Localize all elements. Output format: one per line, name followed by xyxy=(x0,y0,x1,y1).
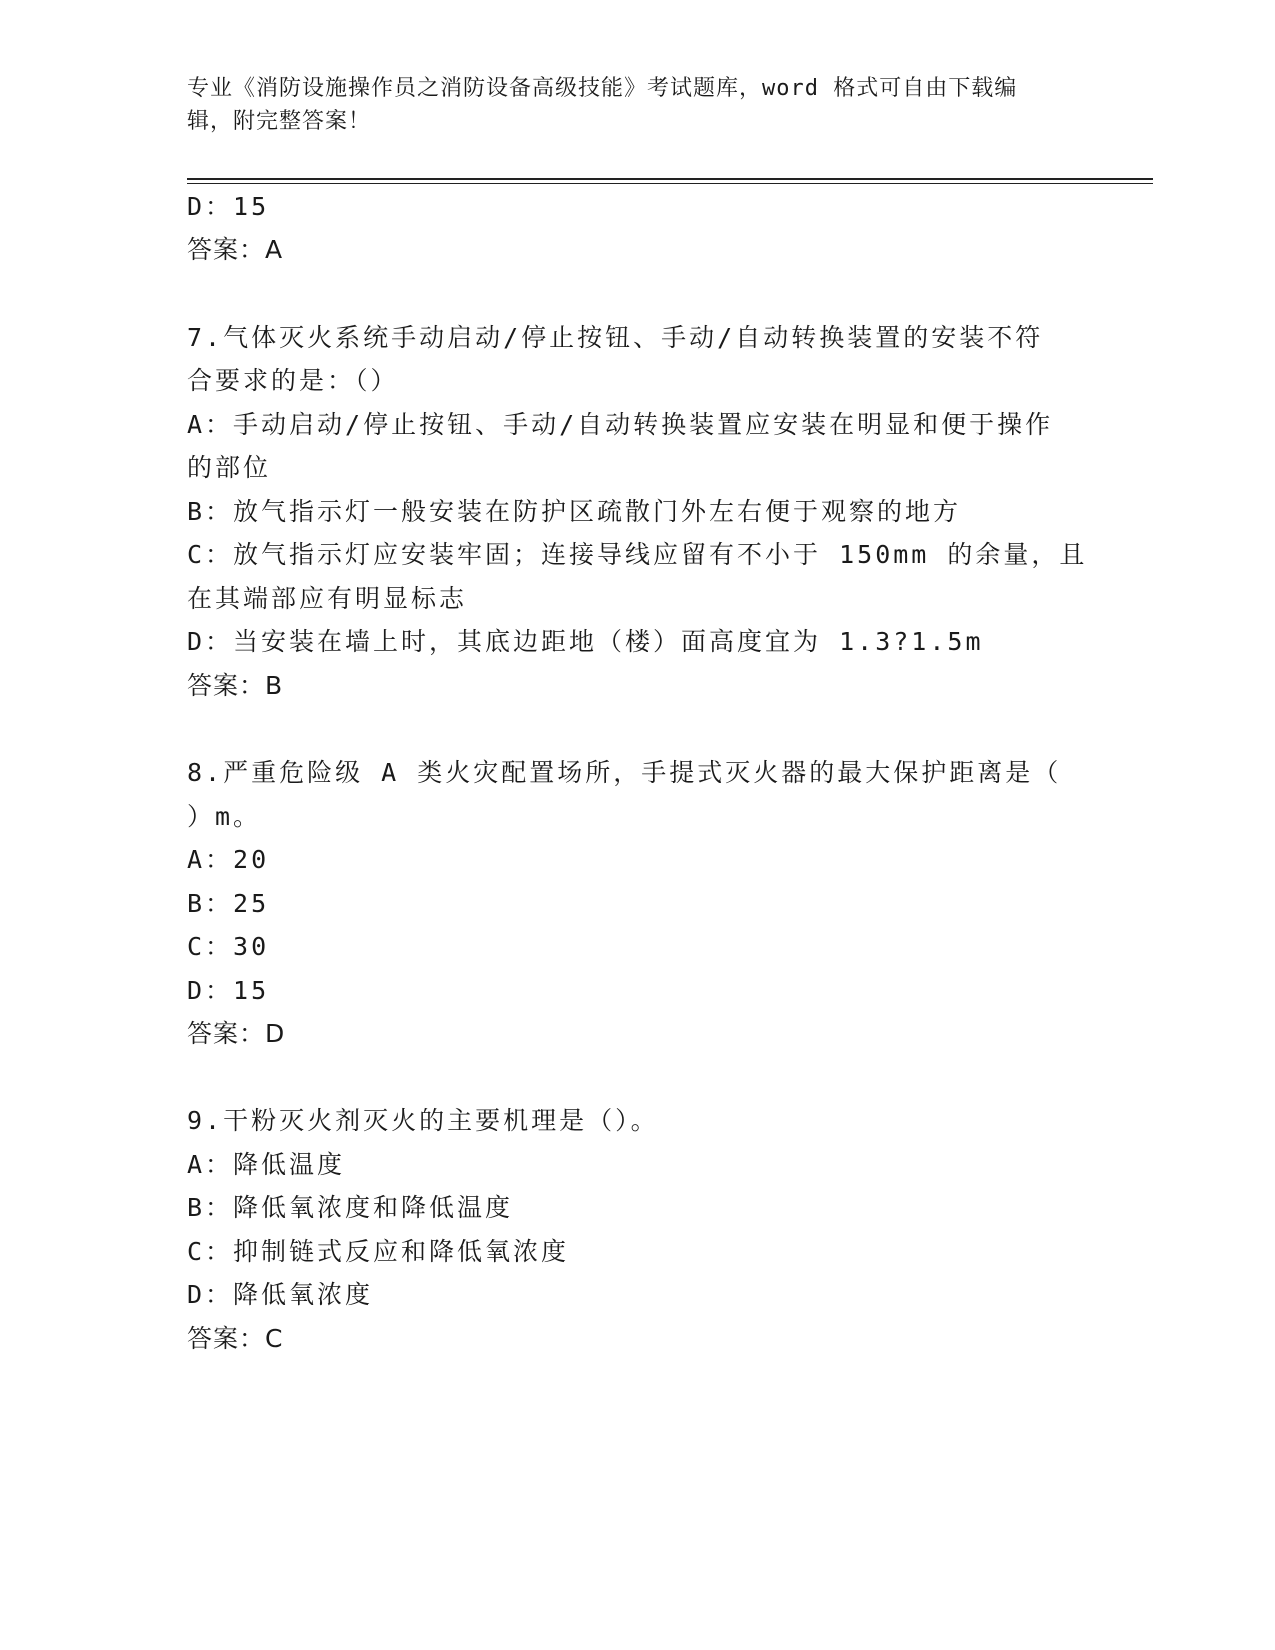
q8-option-b: B：25 xyxy=(187,889,270,918)
q8-option-c: C：30 xyxy=(187,932,270,961)
q7-option-c-line-1: C：放气指示灯应安装牢固；连接导线应留有不小于 150mm 的余量，且 xyxy=(187,540,1088,569)
q7-option-c-line-2: 在其端部应有明显标志 xyxy=(187,584,468,613)
prev-answer: 答案：A xyxy=(187,235,284,264)
q8-stem-line-1: 8.严重危险级 A 类火灾配置场所，手提式灭火器的最大保护距离是（ xyxy=(187,758,1062,787)
q9-option-c: C：抑制链式反应和降低氧浓度 xyxy=(187,1237,570,1266)
q8-answer: 答案：D xyxy=(187,1019,286,1048)
prev-option-d: D：15 xyxy=(187,192,270,221)
header-divider-bottom xyxy=(187,183,1153,184)
q7-answer: 答案：B xyxy=(187,671,284,700)
q7-stem-line-2: 合要求的是：（） xyxy=(187,366,399,395)
q9-answer: 答案：C xyxy=(187,1324,284,1353)
q9-stem: 9.干粉灭火剂灭火的主要机理是（）。 xyxy=(187,1106,659,1135)
q8-option-a: A：20 xyxy=(187,845,270,874)
q7-option-b: B：放气指示灯一般安装在防护区疏散门外左右便于观察的地方 xyxy=(187,497,962,526)
q9-option-a: A：降低温度 xyxy=(187,1150,346,1179)
q8-stem-line-2: ）m。 xyxy=(187,802,262,831)
q7-option-a-line-1: A：手动启动/停止按钮、手动/自动转换装置应安装在明显和便于操作 xyxy=(187,410,1054,439)
q9-option-b: B：降低氧浓度和降低温度 xyxy=(187,1193,514,1222)
q9-option-d: D：降低氧浓度 xyxy=(187,1280,374,1309)
q7-option-d: D：当安装在墙上时，其底边距地（楼）面高度宜为 1.3?1.5m xyxy=(187,627,984,656)
header-line-1: 专业《消防设施操作员之消防设备高级技能》考试题库，word 格式可自由下载编 xyxy=(187,76,1018,101)
q8-option-d: D：15 xyxy=(187,976,270,1005)
q7-option-a-line-2: 的部位 xyxy=(187,453,272,482)
header-divider-top xyxy=(187,178,1153,180)
header-line-2: 辑，附完整答案！ xyxy=(187,109,372,134)
page-header xyxy=(187,72,1067,138)
q7-stem-line-1: 7.气体灭火系统手动启动/停止按钮、手动/自动转换装置的安装不符 xyxy=(187,323,1044,352)
